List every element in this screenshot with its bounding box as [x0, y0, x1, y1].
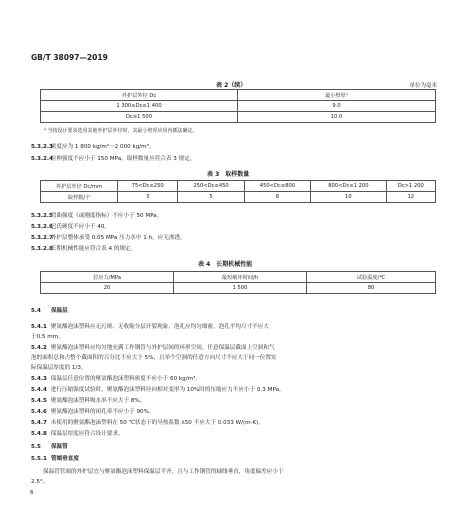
- clause-text: 弯曲强度（或刚度指标）不应小于 50 MPa。: [50, 213, 163, 219]
- table2-note: ᵃ 当按设计要求选用其他外护层外径时，其最小壁厚应用内插法确定。: [44, 128, 198, 134]
- section-number: 5.5.1: [31, 456, 47, 462]
- table-cell: 1 500: [174, 283, 307, 294]
- table2: [40, 89, 436, 123]
- table2-header-diameter: 外护层外径 Dc: [41, 90, 238, 101]
- section-number: 5.5: [31, 444, 41, 450]
- table-cell: 10.0: [238, 112, 436, 123]
- clause-number: 5.4.8: [31, 431, 47, 437]
- clause-text: 聚氨酯泡沫塑料应均匀地充满工作钢管与外护层间的环形空间。任意保温层截面上空洞和气: [50, 345, 275, 351]
- table-cell: 12: [386, 192, 435, 203]
- clause-5-5-1-cont: 2.5°。: [31, 479, 49, 485]
- clause-number: 5.3.2.6: [31, 224, 53, 230]
- table-cell: 8: [244, 192, 310, 203]
- clause-5-3-2-6: [31, 224, 110, 231]
- table3: [40, 180, 436, 203]
- table-cell: 3: [118, 192, 178, 203]
- clause-text: 未使用的聚氨酯泡沫塑料在 50 ℃状态下的导热系数 λ50 不应大于 0.033 W/(m·K)。: [50, 420, 264, 426]
- table-cell: 450<Dc≤800: [244, 181, 310, 192]
- clause-text: 巴氏硬度不应小于 40。: [50, 224, 111, 230]
- clause-number: 5.3.2.7: [31, 235, 53, 241]
- table4-header: 最短破坏时间/h: [174, 272, 307, 283]
- section-5-5: [31, 444, 68, 451]
- clause-text: 保温层任意位置的聚氨酯泡沫塑料密度不应小于 60 kg/m³。: [50, 376, 201, 382]
- section-title: 保温层: [50, 308, 68, 314]
- clause-number: 5.4.5: [31, 398, 47, 404]
- clause-5-3-2-8: [31, 246, 136, 253]
- clause-number: 5.4.3: [31, 376, 47, 382]
- table2-header-thickness: 最小壁厚ᵃ: [238, 90, 436, 101]
- clause-5-3-2-7: [31, 235, 186, 242]
- section-5-4: [31, 308, 68, 315]
- table-row: [41, 192, 436, 203]
- clause-number: 5.4.2: [31, 345, 47, 351]
- clause-text: 进行压缩强度试验时，聚氨酯泡沫塑料径向相对变形为 10%时的压缩应力不应小于 0.3 MPa。: [50, 387, 285, 393]
- clause-text: 外护层整体承受 0.05 MPa 压力水中 1 h，应无渗透。: [50, 235, 186, 241]
- clause-text: 长期机械性能应符合表 4 的规定。: [50, 246, 137, 252]
- clause-5-4-1: [31, 324, 269, 331]
- table-cell: 75<Dc≤250: [118, 181, 178, 192]
- table-cell: 20: [41, 283, 174, 294]
- table-cell: 80: [307, 283, 436, 294]
- clause-5-4-3: [31, 376, 201, 383]
- clause-number: 5.4.4: [31, 387, 47, 393]
- table-cell: 1 300≤Dc≤1 400: [41, 101, 238, 112]
- table-row: [41, 101, 436, 112]
- table2-caption: 表 2（续）: [216, 82, 247, 89]
- clause-5-4-2-cont: 际保温层厚度的 1/3。: [31, 365, 87, 371]
- clause-text: 聚氨酯泡沫塑料吸水率不应大于 8%。: [50, 398, 146, 404]
- section-5-5-1: [31, 456, 79, 463]
- clause-number: 5.3.2.8: [31, 246, 53, 252]
- table-cell: 800<Dc≤1 200: [311, 181, 386, 192]
- clause-5-3-2-4: [31, 156, 195, 163]
- table-cell: Dc≥1 500: [41, 112, 238, 123]
- clause-5-3-2-5: [31, 213, 162, 220]
- table4-header: 拉应力/MPa: [41, 272, 174, 283]
- clause-5-4-2-cont: 泡的面积总和占整个截面积的百分比不应大于 5%，且单个空洞的任意方向尺寸不应大于同一位置实: [31, 355, 277, 361]
- clause-5-4-6: [31, 409, 155, 416]
- clause-5-3-2-3: [31, 144, 154, 151]
- clause-text: 拉伸强度不应小于 150 MPa，取样数量应符合表 3 规定。: [50, 156, 196, 162]
- section-number: 5.4: [31, 308, 41, 314]
- table-cell: Dc>1 200: [386, 181, 435, 192]
- clause-number: 5.4.1: [31, 324, 47, 330]
- clause-text: 密度应为 1 800 kg/m³～2 000 kg/m³。: [50, 144, 155, 150]
- clause-text: 聚氨酯泡沫塑料的闭孔率不应小于 90%。: [50, 409, 155, 415]
- clause-number: 5.3.2.3: [31, 144, 53, 150]
- table-cell: 10: [311, 192, 386, 203]
- clause-number: 5.3.2.4: [31, 156, 53, 162]
- clause-5-4-2: [31, 345, 275, 352]
- clause-5-5-1-text: 保温管管端的外护层宜与聚氨酯泡沫塑料保温层平齐，且与工作钢管的轴线垂直，角度偏差应小于: [43, 469, 284, 475]
- table4-header: 试验温度/℃: [307, 272, 436, 283]
- clause-number: 5.3.2.5: [31, 213, 53, 219]
- clause-text: 聚氨酯泡沫塑料应无污斑、无收缩分层开裂现象，泡孔应均匀细密，泡孔平均尺寸不应大: [50, 324, 269, 330]
- table-cell: 5: [178, 192, 244, 203]
- table-row: [41, 283, 436, 294]
- section-title: 管端垂直度: [50, 456, 79, 462]
- table2-unit: 单位为毫米: [409, 83, 437, 89]
- table4-caption: 表 4 长期机械性能: [198, 261, 253, 268]
- page-number: 6: [30, 490, 34, 496]
- clause-number: 5.4.7: [31, 420, 47, 426]
- clause-5-4-4: [31, 387, 285, 394]
- table-cell: 9.0: [238, 101, 436, 112]
- table-cell: 250<Dc≤450: [178, 181, 244, 192]
- clause-number: 5.4.6: [31, 409, 47, 415]
- clause-5-4-1-cont: 于0.5 mm。: [31, 334, 64, 340]
- clause-5-4-7: [31, 420, 264, 427]
- clause-5-4-8: [31, 431, 124, 438]
- section-title: 保温管: [50, 444, 68, 450]
- clause-5-4-5: [31, 398, 145, 405]
- table3-row-label: 取样数/个: [41, 192, 118, 203]
- document-header: GB/T 38097—2019: [31, 53, 108, 62]
- table4: [40, 271, 436, 294]
- table3-caption: 表 3 取样数量: [207, 171, 250, 178]
- clause-text: 保温层厚度应符合设计要求。: [50, 431, 124, 437]
- table-row: [41, 112, 436, 123]
- table3-row-label: 外护层外径 Dc/mm: [41, 181, 118, 192]
